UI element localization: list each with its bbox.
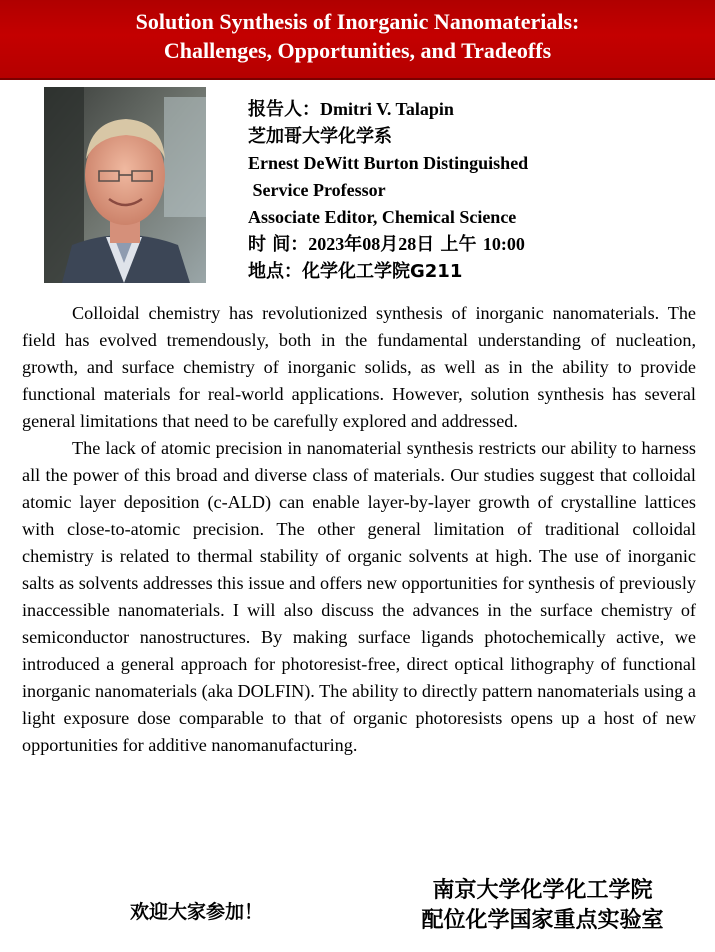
abstract-paragraph-2: The lack of atomic precision in nanomaterial synthesis restricts our ability to harness all the power of this broad and diverse class of materials. Our studies suggest that colloidal atomic layer deposition (c-ALD) can enable layer-by-layer growth of crystalline lattices with close-to-atomic precision. The other general limitation of traditional colloidal chemistry is related to thermal stability of organic solvents at high. The use of inorganic salts as solvents addresses this issue and offers new opportunities for synthesis of previously inaccessible nanomaterials. I will also discuss the advances in the surface chemistry of semiconductor nanostructures. By making surface ligands photochemically active, we introduced a general approach for photoresist-free, direct optical lithography of functional inorganic nanomaterials (aka DOLFIN). The ability to directly pattern nanomaterials using a light exposure dose comparable to that of organic photoresists opens up a host of new opportunities for additive nanomanufacturing. (22, 438, 696, 755)
date-day: 28 (398, 234, 417, 254)
speaker-title-3: Associate Editor, Chemical Science (248, 207, 517, 227)
welcome-text: 欢迎大家参加！ (130, 901, 264, 923)
organizer (400, 876, 685, 936)
ampm: 上午 (434, 234, 483, 255)
date-month: 08 (362, 234, 381, 254)
organizer-line-2: 配位化学国家重点实验室 (421, 908, 664, 933)
speaker-label: 报告人： (248, 99, 320, 120)
year-char: 年 (344, 234, 363, 255)
date-year: 2023 (308, 234, 345, 254)
month-char: 月 (380, 234, 399, 255)
abstract-paragraph-1: Colloidal chemistry has revolutionized synthesis of inorganic nanomaterials. The field has evolved tremendously, both in the fundamental understanding of nucleation, growth, and surface chemistry of inorganic solids, as well as in the ability to provide functional materials for real-world applications. However, solution synthesis has several general limitations that need to be carefully explored and addressed. (22, 303, 696, 431)
title-line-2: Challenges, Opportunities, and Tradeoffs (163, 38, 552, 63)
location: 化学化工学院 (302, 261, 410, 282)
day-ampm (416, 234, 483, 255)
time: 10:00 (482, 234, 525, 254)
location-label: 地点： (248, 261, 302, 282)
organizer-line-1: 南京大学化学化工学院 (432, 878, 653, 903)
speaker-portrait-icon (44, 87, 206, 283)
room: G211 (410, 261, 463, 282)
speaker-photo (44, 87, 206, 283)
speaker-title-2: Service Professor (248, 180, 386, 200)
day-char: 日 (416, 234, 435, 255)
speaker-title-1: Ernest DeWitt Burton Distinguished (248, 153, 529, 173)
title-banner (0, 0, 715, 80)
speaker-affiliation: 芝加哥大学化学系 (248, 126, 392, 147)
event-location (248, 258, 708, 285)
time-label: 时 间： (248, 234, 309, 255)
event-time (248, 231, 708, 258)
speaker-name: Dmitri V. Talapin (320, 99, 454, 119)
abstract (22, 300, 696, 759)
speaker-line (248, 96, 708, 123)
speaker-info (248, 96, 708, 285)
title-line-1: Solution Synthesis of Inorganic Nanomaterials: (135, 9, 580, 34)
